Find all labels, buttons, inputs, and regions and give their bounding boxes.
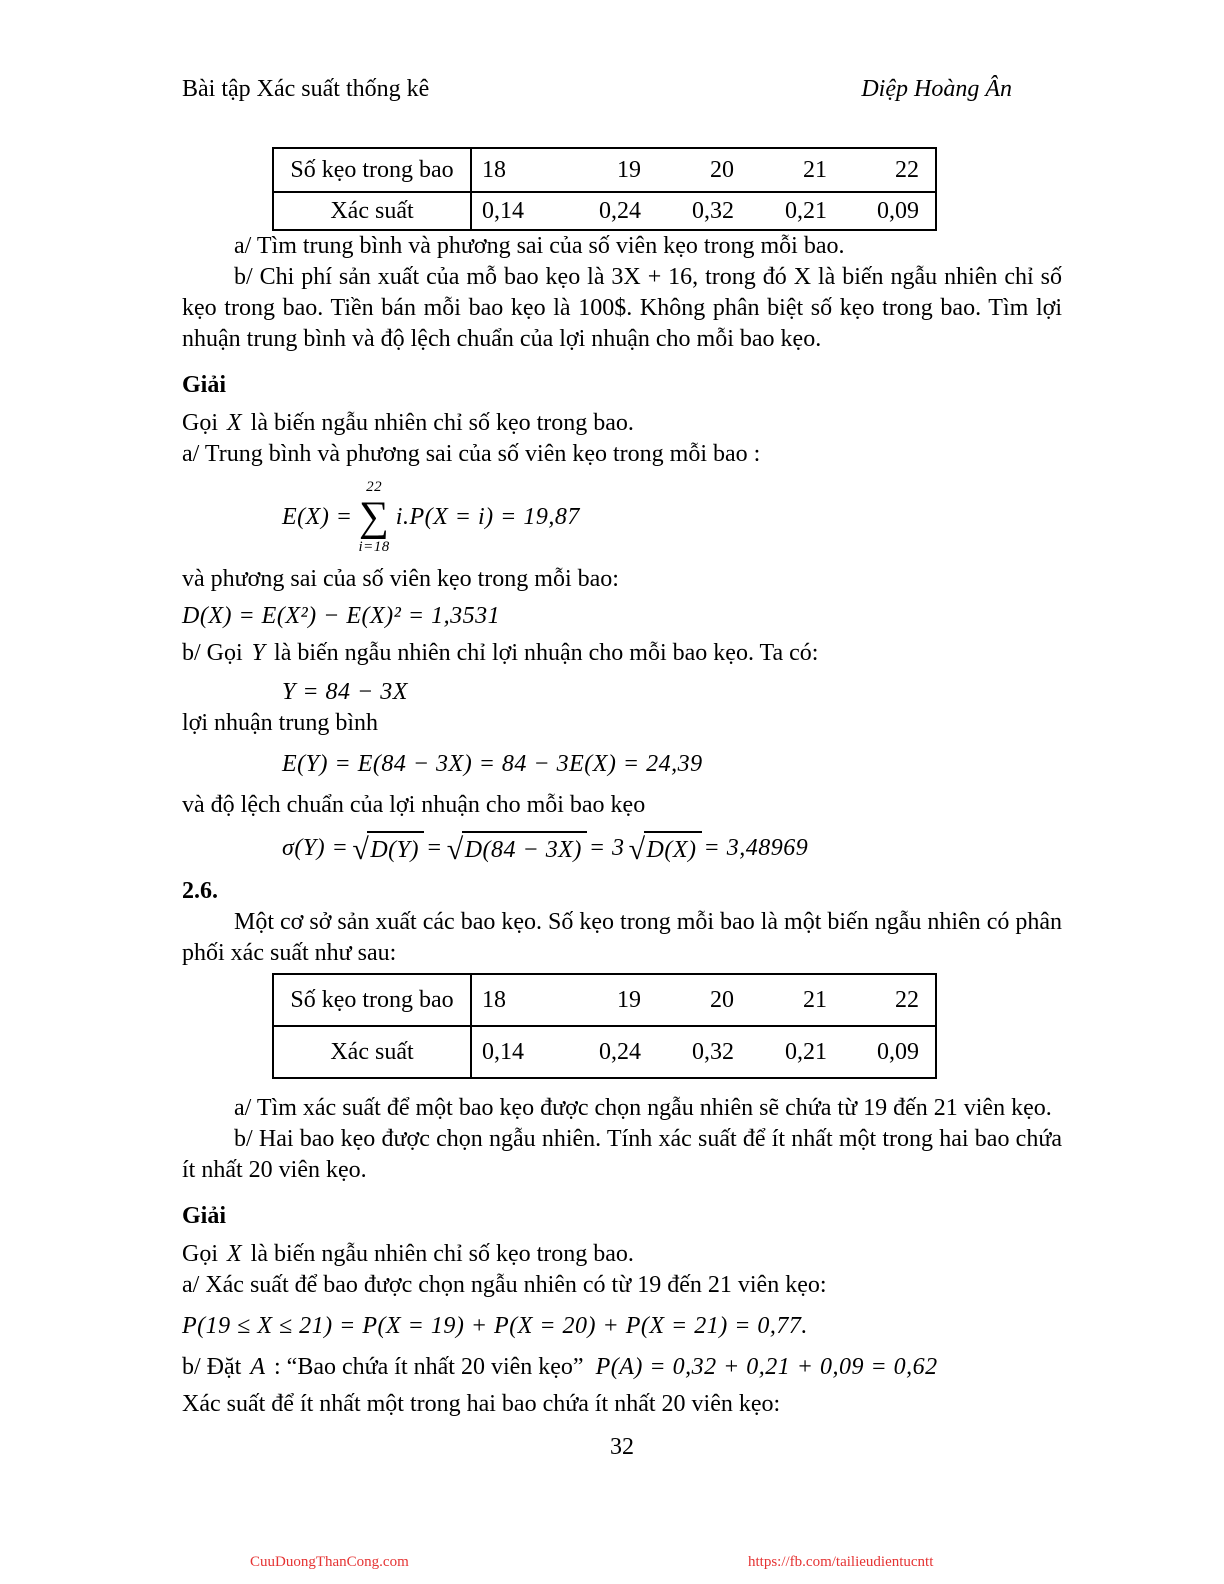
math-var-a: A [250, 1354, 265, 1380]
table-row-probabilities [273, 1026, 936, 1078]
std-deviation-caption: và độ lệch chuẩn của lợi nhuận cho mỗi bao kẹo [182, 792, 646, 818]
probability-cell: 0,14 [471, 1026, 564, 1078]
problem-2-5-part-b: b/ Chi phí sản xuất của mỗ bao kẹo là 3X + 16, trong đó X là biến ngẫu nhiên chỉ số kẹo trong bao. Tiền bán mỗi bao kẹo là 100$. Không phân biệt số kẹo trong bao. Tìm lợi nhuận trung bình và độ lệch chuẩn của lợi nhuận cho mỗi bao kẹo. [182, 264, 1062, 352]
table-row-probabilities [273, 192, 936, 230]
footer-link-cuuduongthancong[interactable]: CuuDuongThanCong.com [250, 1554, 409, 1570]
solution-2-line-b: b/ Đặt A : “Bao chứa ít nhất 20 viên kẹo” P(A) = 0,32 + 0,21 + 0,09 = 0,62 [182, 1354, 938, 1380]
row-label-probability: Xác suất [273, 192, 471, 230]
problem-2-5-part-a: a/ Tìm trung bình và phương sai của số viên kẹo trong mỗi bao. [234, 233, 845, 259]
formula-variance: D(X) = E(X²) − E(X)² = 1,3531 [182, 603, 501, 629]
table-row-candies [273, 148, 936, 192]
probability-cell: 0,32 [657, 1026, 750, 1078]
candy-count-cell: 18 [482, 986, 506, 1013]
formula-probability-range: P(19 ≤ X ≤ 21) = P(X = 19) + P(X = 20) + P(X = 21) = 0,77. [182, 1313, 808, 1339]
radical-icon: √ [352, 833, 370, 866]
header-title: Bài tập Xác suất thống kê [182, 76, 430, 102]
probability-cell: 0,32 [657, 192, 750, 230]
header-author: Diệp Hoàng Ân [861, 76, 1012, 102]
candy-count-cell: 18 [482, 156, 506, 183]
sqrt-1: √ D(Y) [350, 831, 424, 866]
problem-2-6-statement: Một cơ sở sản xuất các bao kẹo. Số kẹo trong mỗi bao là một biến ngẫu nhiên có phân phối xác suất như sau: [182, 909, 1062, 966]
problem-2-6-part-a: a/ Tìm xác suất để một bao kẹo được chọn ngẫu nhiên sẽ chứa từ 19 đến 21 viên kẹo. [234, 1095, 1052, 1121]
mean-profit-caption: lợi nhuận trung bình [182, 710, 379, 736]
probability-cell: 0,24 [564, 192, 657, 230]
formula-std-deviation: σ(Y) = √ D(Y) = √ D(84 − 3X) = 3 √ D(X) = 3,48969 [282, 833, 809, 866]
math-var-x: X [227, 410, 242, 436]
distribution-table-2 [272, 973, 937, 1079]
probability-cell: 0,09 [843, 192, 936, 230]
candy-count-cell: 22 [895, 986, 919, 1013]
math-var-y: Y [251, 640, 266, 666]
formula-expected-value: E(X) = 22 ∑ i=18 i.P(X = i) = 19,87 [282, 479, 580, 555]
solution-1-caption-a: a/ Trung bình và phương sai của số viên kẹo trong mỗi bao : [182, 441, 761, 467]
sqrt-3: √ D(X) [627, 831, 702, 866]
candy-count-cell: 19 [617, 156, 641, 183]
solution-heading-1: Giải [182, 372, 227, 398]
probability-cell: 0,21 [750, 192, 843, 230]
radical-icon: √ [628, 833, 646, 866]
candy-count-cell: 20 [710, 986, 734, 1013]
formula-expected-profit: E(Y) = E(84 − 3X) = 84 − 3E(X) = 24,39 [282, 751, 703, 777]
sum-operator: 22 ∑ i=18 [358, 479, 390, 555]
candy-count-cell: 20 [710, 156, 734, 183]
distribution-table-1 [272, 147, 937, 231]
section-number-2-6: 2.6. [182, 878, 218, 904]
row-label-probability: Xác suất [273, 1026, 471, 1078]
probability-cell: 0,21 [750, 1026, 843, 1078]
candy-count-cell: 22 [895, 156, 919, 183]
probability-cell: 0,09 [843, 1026, 936, 1078]
page-number: 32 [610, 1434, 634, 1460]
page-header [182, 74, 1062, 105]
problem-2-6-part-b: b/ Hai bao kẹo được chọn ngẫu nhiên. Tính xác suất để ít nhất một trong hai bao chứa ít nhất 20 viên kẹo. [182, 1126, 1062, 1183]
sigma-sum-icon: ∑ [358, 494, 390, 540]
solution-2-caption-a: a/ Xác suất để bao được chọn ngẫu nhiên có từ 19 đến 21 viên kẹo: [182, 1272, 827, 1298]
solution-heading-2: Giải [182, 1203, 227, 1229]
candy-count-cell: 19 [617, 986, 641, 1013]
row-label-candies: Số kẹo trong bao [273, 148, 471, 192]
solution-1-caption-b: b/ Gọi Y là biến ngẫu nhiên chỉ lợi nhuận cho mỗi bao kẹo. Ta có: [182, 640, 819, 666]
formula-profit: Y = 84 − 3X [282, 679, 408, 705]
solution-2-closing: Xác suất để ít nhất một trong hai bao chứa ít nhất 20 viên kẹo: [182, 1391, 781, 1417]
probability-cell: 0,24 [564, 1026, 657, 1078]
footer-link-facebook[interactable]: https://fb.com/tailieudientucntt [748, 1554, 934, 1570]
solution-1-intro: Gọi X là biến ngẫu nhiên chỉ số kẹo trong bao. [182, 410, 634, 436]
solution-1-variance-caption: và phương sai của số viên kẹo trong mỗi bao: [182, 566, 619, 592]
candy-count-cell: 21 [803, 986, 827, 1013]
sqrt-2: √ D(84 − 3X) [445, 831, 587, 866]
inline-formula-pa: P(A) = 0,32 + 0,21 + 0,09 = 0,62 [595, 1354, 938, 1380]
row-label-candies: Số kẹo trong bao [273, 974, 471, 1026]
solution-2-intro: Gọi X là biến ngẫu nhiên chỉ số kẹo trong bao. [182, 1241, 634, 1267]
math-var-x: X [227, 1241, 242, 1267]
candy-count-cell: 21 [803, 156, 827, 183]
radical-icon: √ [446, 833, 464, 866]
probability-cell: 0,14 [471, 192, 564, 230]
table-row-candies [273, 974, 936, 1026]
